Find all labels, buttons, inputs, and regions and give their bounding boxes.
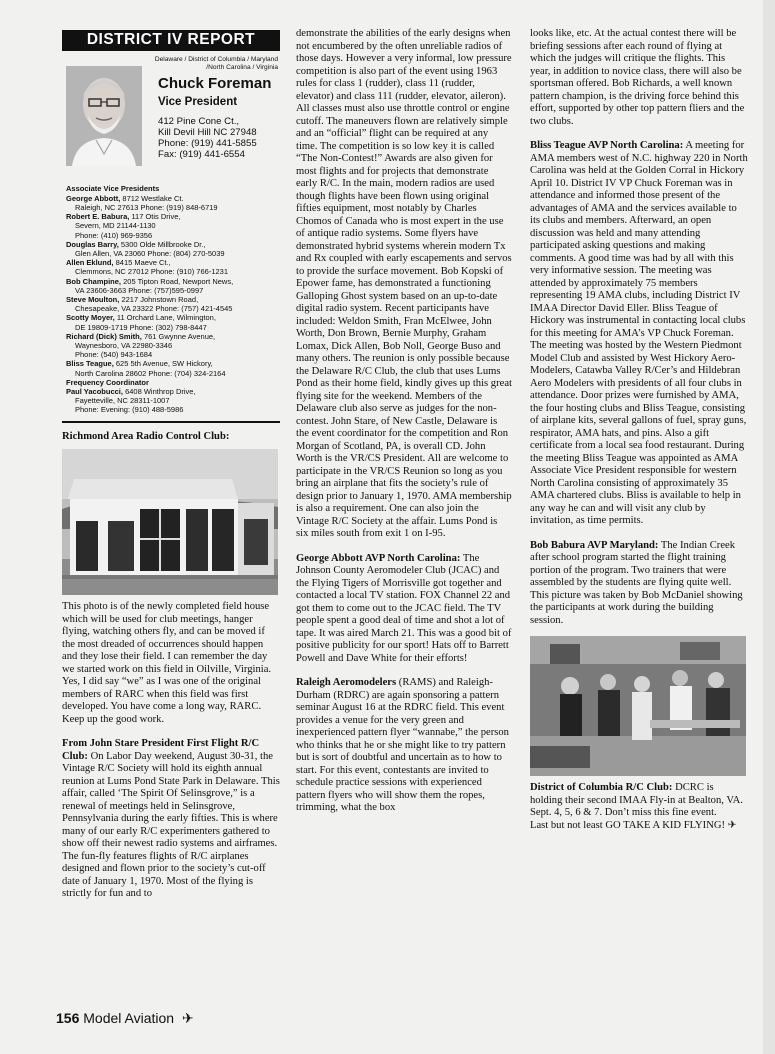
associate-entry: George Abbott, 8712 Westlake Ct. Raleigh, NC 27613 Phone: (919) 848-6719 bbox=[66, 193, 218, 212]
babura-text: The Indian Creek after school program started the flight training portion of the program. Two trainers that were assembled by the students are flying quite well. This picture was taken by Bob McDaniel showing the participants at work during the building session. bbox=[530, 539, 743, 626]
associate-entry: Bliss Teague, 625 5th Avenue, SW Hickory, North Carolina 28602 Phone: (704) 324-2164 bbox=[66, 359, 226, 378]
teague-text: A meeting for AMA members west of N.C. highway 220 in North Carolina was held at the Golden Corral in Hickory April 10. District IV VP Chuck Foreman was in attendance and informed those present of the advantages of AMA and the services available to its clubs and members. Afterward, an open discussion was held and many attending participated asking questions and making comments. A good time was had by all with this very informative session. The meeting was attended by approximately 75 members representing 19 AMA clubs, including District IV IMAA Director David Eller. Bliss Teague of Hickory was instrumental in contacting local clubs for this meeting for AMA’s VP Chuck Foreman. The meeting was hosted by the Western Piedmont Model Club and assisted by West Hickory Aero-Modelers, Catawba Valley R/Cer’s and Hildebran Aero Modelers with presidents of all four clubs in attendance. Door prizes were furnished by AMA, the four hosting clubs and Bliss Teague, consisting of airplane kits, several gallons of fuel, spray guns, respirator, AMA hats, and pins. Also a gift certificate from a local sea food restaurant. During the meeting Bliss Teague was appointed as AMA Associate Vice President responsible for western North Carolina consisting of approximately 35 AMA chartered clubs. Bliss is available to help in any way he can and will visit any club by invitation, as time permits. bbox=[530, 140, 748, 526]
associate-vp-list bbox=[62, 184, 280, 415]
closing-line: Last but not least GO TAKE A KID FLYING! ✈ bbox=[530, 819, 737, 831]
vp-contact bbox=[158, 116, 280, 160]
rams-paragraph bbox=[296, 677, 512, 815]
frequency-coordinator-heading: Frequency Coordinator bbox=[66, 377, 149, 387]
vp-profile bbox=[62, 56, 280, 180]
column-3 bbox=[530, 28, 748, 832]
teague-heading: Bliss Teague AVP North Carolina: bbox=[530, 140, 684, 151]
abbott-heading: George Abbott AVP North Carolina: bbox=[296, 552, 461, 564]
district-states: Delaware / District of Columbia / Maryland /North Carolina / Virginia bbox=[154, 55, 278, 71]
associate-entry: Scotty Moyer, 11 Orchard Lane, Wilmington, DE 19809-1719 Phone: (302) 798-8447 bbox=[66, 313, 216, 332]
teague-paragraph bbox=[530, 140, 748, 528]
dc-text: DCRC is holding their second IMAA Fly-in at Bealton, VA. Sept. 4, 5, 6 & 7. Don’t miss this fine event. bbox=[530, 782, 743, 818]
babura-paragraph bbox=[530, 540, 748, 628]
vp-address-line: Kill Devil Hill NC 27948 bbox=[158, 126, 257, 138]
abbott-text: The Johnson County Aeromodeler Club (JCAC) and the Flying Tigers of Morrisville got together and contacted a local TV station. FOX Channel 22 and got them to come out to the JCAC field. The TV people spent a good deal of time and shot a lot of tape. It was aired March 21. This was a good bit of positive publicity for our sport! Hats off to Barrett Powell and Dave White for their efforts! bbox=[296, 552, 512, 664]
stare-text: On Labor Day weekend, August 30-31, the Vintage R/C Society will hold its eighth annual reunion at Lums Pond State Park in Delaware. This affair, called ‘The Spirit Of Selinsgrove,” is a renewal of meetings held in Selinsgrove, Pennsylvania during the early fifties. This is where many of our early R/C experimenters gathered to show off their newest radio systems and airframes. The fun-fly features flights of R/C airplanes designed and flown prior to the society’s cut-off date of January 1, 1970. Most of the flying is strictly for fun and to bbox=[62, 750, 280, 900]
vp-name: Chuck Foreman bbox=[158, 74, 272, 92]
dc-paragraph bbox=[530, 782, 748, 820]
stare-continued-text: demonstrate the abilities of the early designs when not encumbered by the often unreliable radios of those days. However a very informal, low pressure competition is also part of the event using 1963 rules for class 1 (rudder), class 11 (rudder, elevator) and class 111 (rudder, elevator, aileron). All classes must also use throttle control or engine cutoff. The maneuvers flown are relatively simple and an “official” flight can be required at any time. The competition is so low key it is called “The Non-Contest!” Awards are also given for most flights and for projects that demonstrate early R/C. In the main, modern radios are used though flights have been flown using original fifties equipment, most notably by Charles Chomos of Canada who is most expert in the use of antique radio systems. Some flyers have demonstrated hybrid systems wherein modern Tx and Rx coupled with early escapements and servos to provide the surface movement. Bob Kopski of Epower fame, has demonstrated a functioning Galloping Ghost system based on an up-to-date digital radio system. Recent participants have included: Weldon Smith, Fran McElwee, John Worth, Don Brown, Bernie Murphy, Graham Lomax, Dick Allen, Bob Noll, George Buso and many others. The reunion is only possible because the Delaware R/C Club, the club that uses Lums Pond as their home field, kindly gives up this great flying site for the weekend. Members of the Delaware club also serve as judges for the non-contest. John Stare, of New Castle, Delaware is the event coordinator for the competition and Ron Morgan of Scotland, PA, is overall CD. John Worth is the VR/CS President. All are welcome to participate in the VR/CS Reunion so long as you bring an airplane that fits the society’s rule of design prior to January 1, 1970. AMA membership is also a requirement. One can also join the Vintage R/C Society at the affair. Lums Pond is six miles south from exit 1 on I-95. bbox=[296, 28, 512, 539]
district-banner: DISTRICT IV REPORT bbox=[62, 30, 280, 51]
vp-fax: Fax: (919) 441-6554 bbox=[158, 148, 245, 160]
associate-entry: Paul Yacobucci, 6408 Winthrop Drive, Fayetteville, NC 28311-1007 Phone: Evening: (910) 488-5986 bbox=[66, 386, 196, 415]
page-footer bbox=[56, 1010, 194, 1027]
associate-entry: Douglas Barry, 5300 Olde Millbrooke Dr., Glen Allen, VA 23060 Phone: (804) 270-5039 bbox=[66, 239, 225, 258]
associate-entry: Bob Champine, 205 Tipton Road, Newport News, VA 23606-3663 Phone: (757)595-0997 bbox=[66, 276, 234, 295]
abbott-paragraph bbox=[296, 553, 512, 666]
rams-heading: Raleigh Aeromodelers bbox=[296, 677, 397, 688]
associate-entry: Steve Moulton, 2217 Johnstown Road, Chesapeake, VA 23322 Phone: (757) 421-4545 bbox=[66, 294, 233, 314]
airplane-icon: ✈ bbox=[181, 1010, 194, 1026]
vp-portrait-photo bbox=[66, 66, 142, 166]
richmond-text: This photo is of the newly completed field house which will be used for club meetings, hanger flying, watching others fly, and can be moved if the most dreaded of occurrences should happen and they lose their field. I can remember the day we started work on this field in Oilville, Virginia. Yes, I did say “we” as I was one of the original members of RARC when this field was first developed. You have come a long way, RARC. Keep up the good work. bbox=[62, 601, 272, 725]
page-edge-shadow bbox=[763, 0, 775, 1054]
column-1 bbox=[62, 28, 280, 901]
vp-address-line: 412 Pine Cone Ct., bbox=[158, 115, 240, 127]
stare-paragraph bbox=[62, 738, 280, 901]
rams-continued-text: looks like, etc. At the actual contest there will be briefing sessions after each round of flying at which the judges will critique the flights. This year, in addition to novice class, there will also be sportsman offered. Bob Richards, a well known pattern champion, is the driving force behind this effort, supported by other top pattern fliers and the two clubs. bbox=[530, 28, 745, 127]
magazine-name: Model Aviation bbox=[83, 1010, 175, 1026]
page-number: 156 bbox=[56, 1010, 80, 1026]
stare-heading: From John Stare President First Flight R/C Club: bbox=[62, 738, 260, 762]
richmond-heading: Richmond Area Radio Control Club: bbox=[62, 430, 230, 442]
babura-heading: Bob Babura AVP Maryland: bbox=[530, 539, 659, 551]
associate-entry: Allen Eklund, 8415 Maeve Ct., Clemmons, NC 27012 Phone: (910) 766-1231 bbox=[66, 258, 229, 277]
vp-title: Vice President bbox=[158, 95, 238, 108]
dc-heading: District of Columbia R/C Club: bbox=[530, 782, 673, 793]
associate-entry: Richard (Dick) Smith, 761 Gwynne Avenue, Waynesboro, VA 22980-3346 Phone: (540) 943-1684 bbox=[66, 331, 216, 360]
airplane-icon: ✈ bbox=[727, 819, 737, 831]
associate-entry: Robert E. Babura, 117 Otis Drive, Severn, MD 21144-1130 Phone: (410) 969-9356 bbox=[66, 212, 181, 240]
rams-text: (RAMS) and Raleigh-Durham (RDRC) are again sponsoring a pattern seminar August 16 at the RDRC field. This event provides a venue for the very green and inexperienced pattern flyer “wannabe,” the person who thinks that he or she might like to try pattern but is sort of doubtful and uncertain as to how to start. For this event, contestants are invited to schedule practice sessions with experienced pattern flyers who will show them the ropes, trimming, what the box bbox=[296, 677, 509, 813]
field-house-photo bbox=[62, 449, 278, 595]
associate-heading: Associate Vice Presidents bbox=[66, 183, 160, 193]
vp-phone: Phone: (919) 441-5855 bbox=[158, 137, 257, 149]
column-2 bbox=[296, 28, 512, 815]
students-building-photo bbox=[530, 636, 746, 776]
